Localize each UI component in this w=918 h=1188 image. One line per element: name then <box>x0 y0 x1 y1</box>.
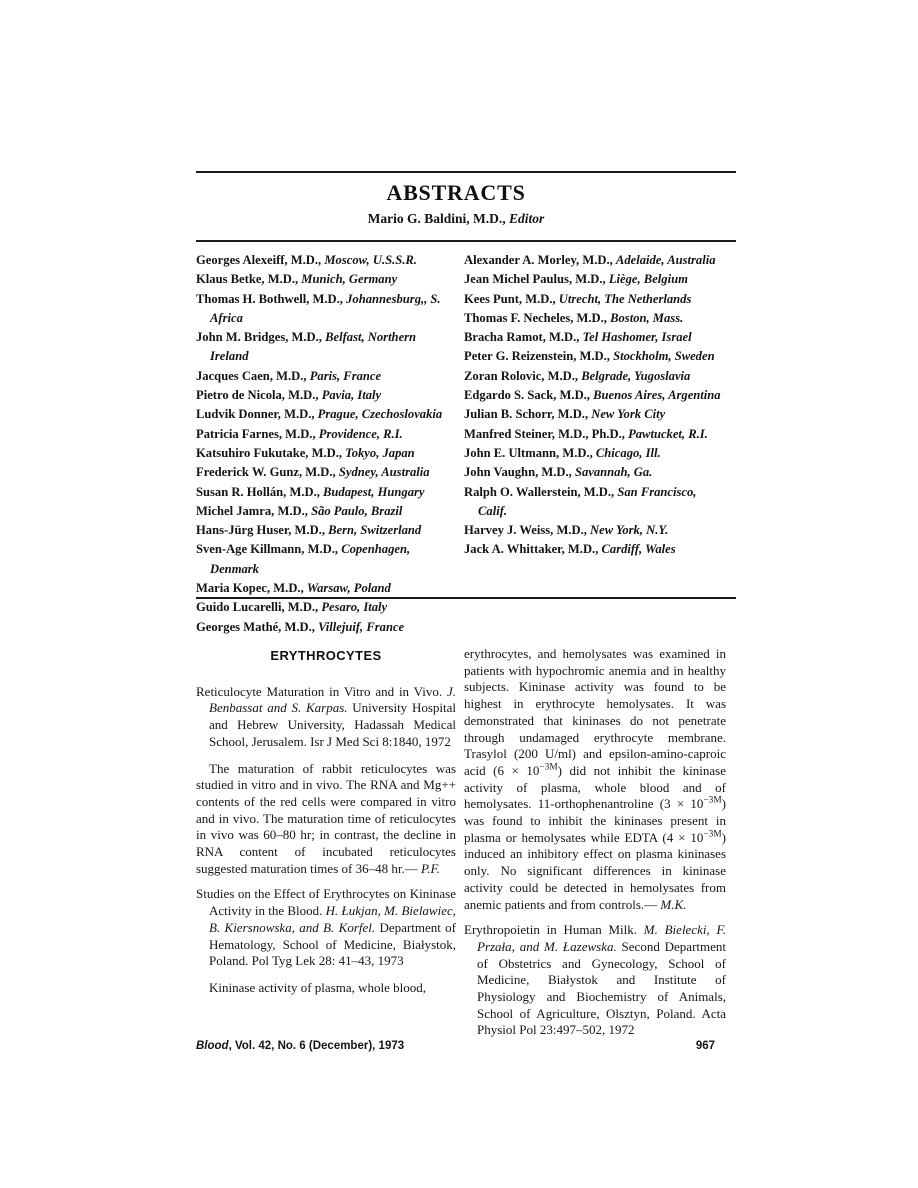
member-name: Klaus Betke, M.D., <box>196 272 302 287</box>
member-location: Warsaw, Poland <box>306 581 391 596</box>
board-member <box>464 463 726 482</box>
board-member <box>196 367 456 386</box>
member-name: Bracha Ramot, M.D., <box>464 330 583 345</box>
text-run: Blood <box>196 1040 229 1052</box>
member-location: Belgrade, Yugoslavia <box>581 368 691 383</box>
member-location: Sydney, Australia <box>338 465 430 480</box>
member-location: Providence, R.I. <box>318 426 403 441</box>
board-member <box>464 290 726 309</box>
member-location: Moscow, U.S.S.R. <box>324 253 417 267</box>
text-run: ) was found to inhibit the kininases present in plasma or hemolysates while EDTA (4 × 10 <box>464 796 726 845</box>
board-member <box>196 251 456 270</box>
member-location: Tokyo, Japan <box>345 445 415 460</box>
member-location: Villejuif, France <box>318 619 405 634</box>
board-member <box>196 405 456 424</box>
board-member <box>464 309 726 328</box>
member-name: Hans-Jürg Huser, M.D., <box>196 523 329 538</box>
board-member <box>464 328 726 347</box>
text-run: M.K. <box>660 896 687 912</box>
member-name: Michel Jamra, M.D., <box>196 503 312 518</box>
member-name: John E. Ultmann, M.D., <box>464 445 596 460</box>
member-location: Cardiff, Wales <box>601 542 676 557</box>
board-member <box>464 540 726 559</box>
top-rule <box>196 171 736 173</box>
text-run: The maturation of rabbit reticulocytes was studied in vitro and in vivo. The RNA and Mg++ contents of the red cells were compared in vitro and in vivo. The maturation time of reticulocytes in vivo was 60–80 hr; in contrast, the decline in RNA content of incubated reticulocytes suggested maturation times of 36–48 hr.— <box>196 760 456 876</box>
member-name: Pietro de Nicola, M.D., <box>196 388 322 403</box>
member-name: Jean Michel Paulus, M.D., <box>464 272 609 287</box>
member-location: New York, N.Y. <box>590 523 669 538</box>
text-column-right <box>464 646 726 1049</box>
member-location: Adelaide, Australia <box>615 253 716 267</box>
board-member <box>464 270 726 289</box>
text-run: −3M <box>703 829 722 840</box>
abstract-1-body <box>196 761 456 878</box>
journal-volume-line <box>196 1040 404 1052</box>
board-member <box>464 425 726 444</box>
member-location: Belfast, Northern Ireland <box>210 330 417 364</box>
header-divider-rule <box>196 240 736 242</box>
member-name: Patricia Farnes, M.D., <box>196 426 319 441</box>
text-run: −3M <box>703 796 722 806</box>
member-location: Boston, Mass. <box>610 310 684 325</box>
page-number: 967 <box>695 1040 715 1052</box>
editorial-board-left-column <box>196 251 456 637</box>
member-name: Thomas F. Necheles, M.D., <box>464 310 611 325</box>
member-location: Prague, Czechoslovakia <box>317 407 443 422</box>
text-run: Second Department of Obstetrics and Gynecology, School of Medicine, Białystok and Institute of Physiology and Biochemistry of Animals, School of Agriculture, Olsztyn, Poland. Acta Physiol Pol 23:497–502, 1972 <box>477 938 727 1038</box>
board-member <box>196 618 456 637</box>
board-member <box>196 328 456 367</box>
board-member <box>464 521 726 540</box>
section-heading: ERYTHROCYTES <box>270 648 382 663</box>
member-location: New York City <box>591 407 666 422</box>
board-member <box>464 347 726 366</box>
member-name: Jack A. Whittaker, M.D., <box>464 542 602 557</box>
text-run: ) did not inhibit the kininase activity of plasma, whole blood and of hemolysates. 11-orthophenantroline (3 × 10 <box>464 762 726 812</box>
member-location: Chicago, Ill. <box>595 445 661 460</box>
text-run: Mario G. Baldini, M.D., <box>367 211 510 226</box>
member-location: Savannah, Ga. <box>574 465 653 480</box>
member-location: San Francisco, Calif. <box>478 484 697 518</box>
member-name: Ludvik Donner, M.D., <box>196 407 318 422</box>
member-name: Thomas H. Bothwell, M.D., <box>196 291 347 306</box>
member-name: Georges Mathé, M.D., <box>196 619 319 634</box>
text-run: Editor <box>509 211 545 226</box>
member-name: Edgardo S. Sack, M.D., <box>464 388 594 403</box>
board-member <box>464 405 726 424</box>
member-name: Frederick W. Gunz, M.D., <box>196 465 339 480</box>
member-name: Jacques Caen, M.D., <box>196 368 310 383</box>
member-name: Katsuhiro Fukutake, M.D., <box>196 445 346 460</box>
text-run: University Hospital and Hebrew University, Hadassah Medical School, Jerusalem. Isr J Med Sci 8:1840, 1972 <box>209 700 456 749</box>
member-name: Guido Lucarelli, M.D., <box>196 600 322 615</box>
member-name: Susan R. Hollán, M.D., <box>196 484 324 499</box>
board-member <box>196 521 456 540</box>
page-title: ABSTRACTS <box>386 180 526 205</box>
text-run: M. Bielecki, F. Przała, and M. Łazewska. <box>477 922 727 954</box>
board-member <box>464 386 726 405</box>
member-name: John Vaughn, M.D., <box>464 465 575 480</box>
text-run: −3M <box>539 762 558 773</box>
member-name: Alexander A. Morley, M.D., <box>464 253 616 267</box>
board-member <box>196 386 456 405</box>
board-member <box>464 367 726 386</box>
member-location: Liège, Belgium <box>608 272 688 287</box>
member-name: Kees Punt, M.D., <box>464 291 559 306</box>
abstract-2-body-continued <box>464 646 726 913</box>
abstract-1-citation <box>196 684 456 751</box>
board-member <box>196 290 456 329</box>
board-member <box>196 502 456 521</box>
board-member <box>464 483 726 522</box>
member-name: Peter G. Reizenstein, M.D., <box>464 349 614 364</box>
member-location: Johannesburg,, S. Africa <box>210 291 441 325</box>
member-location: Stockholm, Sweden <box>613 349 715 364</box>
editorial-board-right-column <box>464 251 726 560</box>
text-column-left <box>196 648 456 1006</box>
text-run: Erythropoietin in Human Milk. <box>464 922 644 938</box>
member-name: Harvey J. Weiss, M.D., <box>464 523 591 538</box>
board-member <box>196 463 456 482</box>
text-run: J. Benbassat and S. Karpas. <box>209 683 456 716</box>
board-member <box>196 425 456 444</box>
member-name: Ralph O. Wallerstein, M.D., <box>464 484 618 499</box>
member-name: Maria Kopec, M.D., <box>196 581 307 596</box>
board-member <box>196 540 456 579</box>
text-run: Studies on the Effect of Erythrocytes on Kininase Activity in the Blood. <box>196 886 456 919</box>
abstract-3-citation <box>464 922 726 1039</box>
member-location: Tel Hashomer, Israel <box>582 330 692 345</box>
member-location: Buenos Aires, Argentina <box>593 388 721 403</box>
member-location: Pawtucket, R.I. <box>628 426 708 441</box>
text-run: erythrocytes, and hemolysates was examined in patients with hypochromic anemia and in healthy subjects. Kininase activity was found to be highest in erythrocyte hemolysates. It was demonstrated that kininases do not penetrate through undamaged erythrocyte membrane. Trasylol (200 U/ml) and epsilon-amino-caproic acid (6 × 10 <box>464 646 726 778</box>
member-location: Copenhagen, Denmark <box>210 542 411 576</box>
text-run: Department of Hematology, School of Medicine, Białystok, Poland. Pol Tyg Lek 28: 41–43, 1973 <box>209 919 456 969</box>
board-member <box>196 444 456 463</box>
member-name: John M. Bridges, M.D., <box>196 330 326 345</box>
member-location: Pavia, Italy <box>321 388 382 403</box>
board-member <box>464 444 726 463</box>
member-location: Budapest, Hungary <box>323 484 425 499</box>
member-location: Utrecht, The Netherlands <box>558 291 692 306</box>
editor-byline <box>196 211 716 227</box>
board-member <box>196 598 456 617</box>
member-location: Paris, France <box>309 368 382 383</box>
abstract-2-body-start <box>196 980 456 997</box>
member-location: Bern, Switzerland <box>328 523 422 538</box>
member-location: Munich, Germany <box>301 272 398 287</box>
board-member <box>464 251 726 270</box>
member-location: Pesaro, Italy <box>321 600 388 615</box>
member-name: Georges Alexeiff, M.D., <box>196 253 325 267</box>
board-member <box>196 483 456 502</box>
board-divider-rule <box>196 597 736 599</box>
member-name: Zoran Rolovic, M.D., <box>464 368 582 383</box>
board-member <box>196 579 456 598</box>
text-run: P.F. <box>420 860 440 876</box>
board-member <box>196 270 456 289</box>
member-name: Sven-Age Killmann, M.D., <box>196 542 342 557</box>
text-run: Reticulocyte Maturation in Vitro and in Vivo. <box>196 683 447 699</box>
member-location: São Paulo, Brazil <box>311 503 403 518</box>
text-run: ) induced an inhibitory effect on plasma kininases only. No significant differences in kininase activity could be detected in hemolysates from anemic patients and from controls.— <box>464 829 726 912</box>
abstract-2-citation <box>196 886 456 970</box>
text-run: , Vol. 42, No. 6 (December), 1973 <box>228 1040 405 1052</box>
text-run: H. Łukjan, M. Bielawiec, B. Kiersnowska, and B. Korfel. <box>209 903 456 935</box>
member-name: Julian B. Schorr, M.D., <box>464 407 592 422</box>
text-run: Kininase activity of plasma, whole blood, <box>209 979 426 995</box>
member-name: Manfred Steiner, M.D., Ph.D., <box>464 426 629 441</box>
